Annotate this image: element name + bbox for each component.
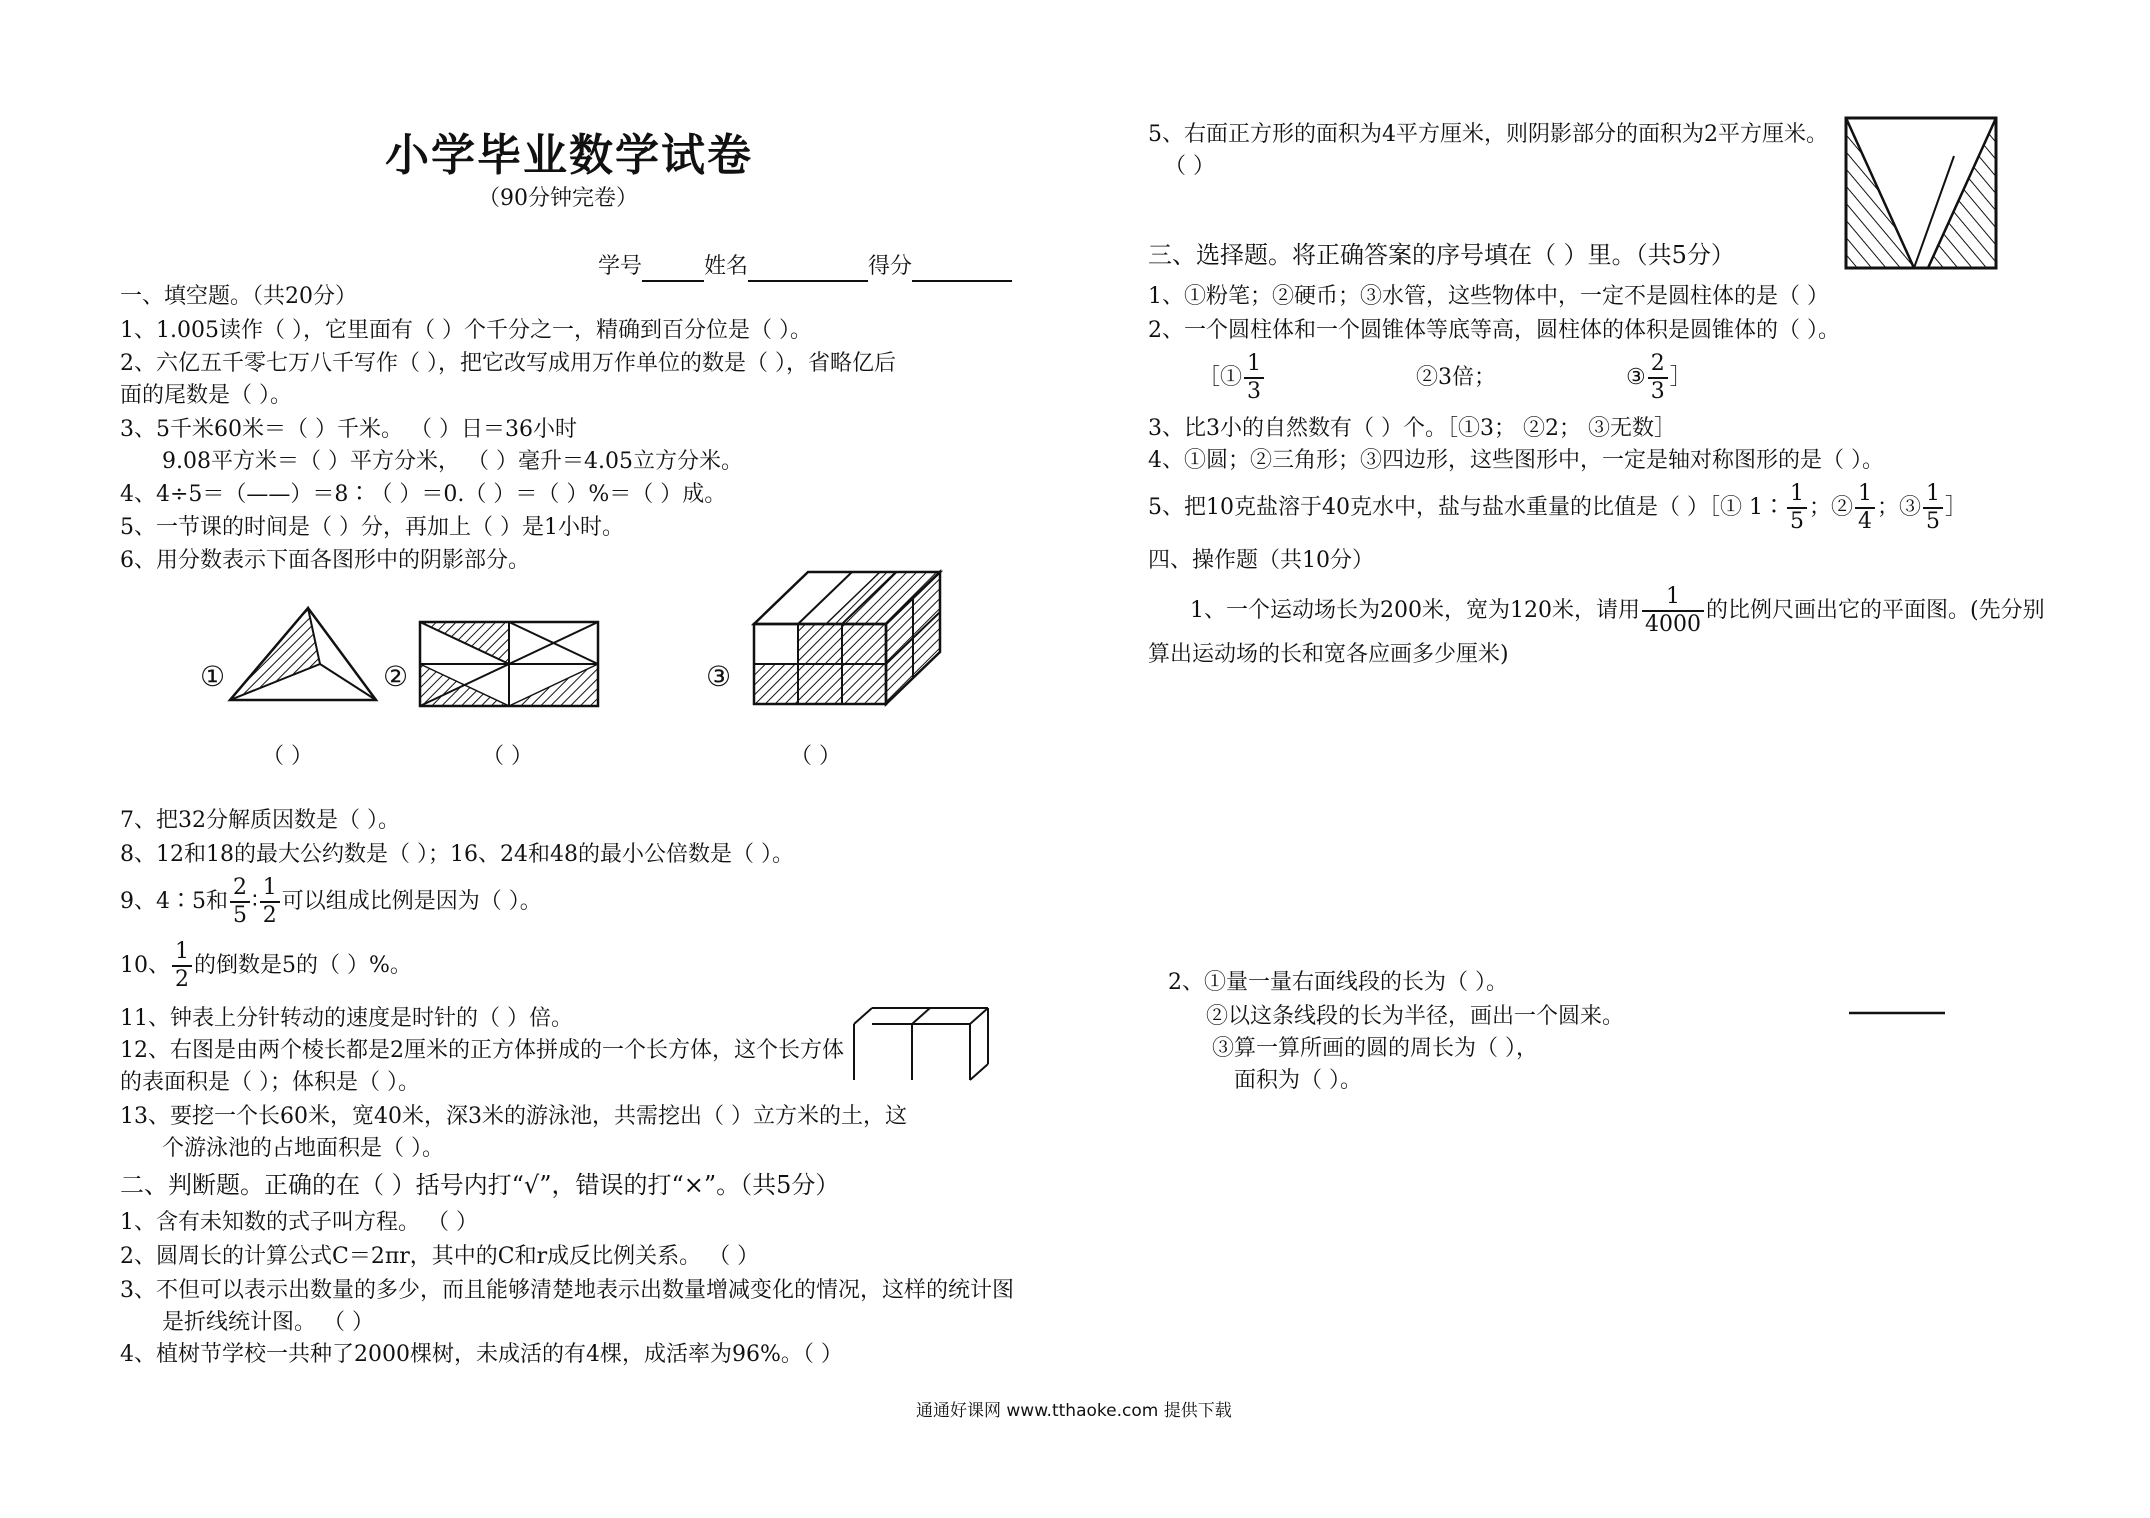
s3-q2-option1-label: ［① [1198, 365, 1243, 390]
s3-q2-options [1198, 348, 1692, 408]
s1-q9-text-a: 9、4∶5和 [120, 889, 228, 914]
section4-title: 四、操作题（共10分） [1148, 548, 1374, 573]
s1-q12-line2: 的表面积是（ ）；体积是（ ）。 [120, 1070, 420, 1095]
student-name-field[interactable] [748, 258, 868, 282]
section1-title: 一、填空题。（共20分） [120, 284, 357, 309]
numerator: 1 [1244, 351, 1264, 379]
denominator: 5 [233, 903, 247, 928]
s1-q9-text-b: 可以组成比例是因为（ ）。 [281, 889, 542, 914]
s1-q9 [120, 872, 542, 932]
figure1-triangle [228, 600, 378, 710]
s3-q2-option1-fraction [1244, 351, 1264, 405]
s1-q12-line1: 12、右图是由两个棱长都是2厘米的正方体拼成的一个长方体，这个长方体 [120, 1038, 844, 1063]
denominator: 3 [1650, 379, 1665, 404]
s1-q10-fraction [172, 939, 192, 993]
denominator: 5 [1789, 509, 1804, 534]
figure2-answer[interactable]: （ ） [482, 744, 533, 769]
s1-q3-line1: 3、5千米60米＝（ ）千米。 （ ）日＝36小时 [120, 417, 577, 442]
s3-q5-close: ］ [1945, 495, 1968, 520]
figure1-answer[interactable]: （ ） [262, 744, 313, 769]
s3-q2-option3-fraction [1648, 351, 1668, 405]
r-q5-line2: （ ） [1164, 154, 1215, 179]
s4-q1-text-b: 的比例尺画出它的平面图。(先分别 [1705, 598, 2045, 623]
s1-q1: 1、1.005读作（ ），它里面有（ ）个千分之一，精确到百分位是（ ）。 [120, 318, 812, 343]
s2-q3-line1: 3、不但可以表示出数量的多少，而且能够清楚地表示出数量增减变化的情况，这样的统计图 [120, 1278, 1015, 1303]
s2-q1: 1、含有未知数的式子叫方程。 （ ） [120, 1210, 478, 1235]
s4-q2-line3: ③算一算所画的圆的周长为（ ）， [1212, 1036, 1538, 1061]
s1-q2-line2: 面的尾数是（ ）。 [120, 383, 292, 408]
student-id-label: 学号 [598, 254, 643, 279]
s1-q13-line1: 13、要挖一个长60米，宽40米，深3米的游泳池，共需挖出（ ）立方米的土，这 [120, 1104, 907, 1129]
footer-credit: 通通好课网 www.tthaoke.com 提供下载 [916, 1401, 1232, 1421]
s3-q2-option3-label: ③ [1626, 365, 1646, 390]
s1-q8: 8、12和18的最大公约数是（ ）；16、24和48的最小公倍数是（ ）。 [120, 842, 794, 867]
student-name-label: 姓名 [704, 254, 749, 279]
s2-q4: 4、植树节学校一共种了2000棵树，未成活的有4棵，成活率为96%。（ ） [120, 1342, 843, 1367]
figure3-answer[interactable]: （ ） [790, 744, 841, 769]
denominator: 2 [262, 903, 277, 928]
s1-q9-colon: ∶ [252, 889, 258, 914]
s4-q2-line4: 面积为（ ）。 [1234, 1068, 1362, 1093]
s3-q5-fraction3 [1923, 481, 1943, 535]
denominator: 4 [1858, 509, 1872, 534]
s1-q3-line2: 9.08平方米＝（ ）平方分米， （ ）毫升＝4.05立方分米。 [162, 449, 743, 474]
denominator: 2 [175, 967, 189, 992]
s4-q1-line1 [1190, 580, 2045, 642]
s4-q1-line2: 算出运动场的长和宽各应画多少厘米) [1148, 642, 1509, 667]
s1-q9-fraction1 [230, 875, 250, 929]
numerator: 1 [1855, 481, 1875, 509]
s1-q4: 4、4÷5＝（——）＝8∶（ ）＝0.（ ）＝（ ）%＝（ ）成。 [120, 482, 727, 507]
s3-q5 [1148, 478, 1967, 538]
two-cubes-figure [852, 1006, 992, 1082]
denominator: 4000 [1644, 612, 1701, 637]
section2-title: 二、判断题。正确的在（ ）括号内打“√”，错误的打“×”。（共5分） [120, 1171, 840, 1199]
figure2-rectangle [418, 620, 600, 708]
measure-line-segment [1848, 1010, 1946, 1016]
s3-q2-close: ］ [1669, 365, 1692, 390]
figure3-label: ③ [706, 660, 732, 693]
s3-q1: 1、①粉笔；②硬币；③水管，这些物体中，一定不是圆柱体的是（ ） [1148, 284, 1829, 309]
s1-q9-fraction2 [260, 875, 280, 929]
s3-q2: 2、一个圆柱体和一个圆锥体等底等高，圆柱体的体积是圆锥体的（ ）。 [1148, 318, 1840, 343]
numerator: 1 [1642, 584, 1704, 612]
s1-q11: 11、钟表上分针转动的速度是时针的（ ）倍。 [120, 1006, 573, 1031]
student-info-row [598, 252, 1012, 282]
section3-title: 三、选择题。将正确答案的序号填在（ ）里。（共5分） [1148, 241, 1735, 269]
s4-q1-text-a: 1、一个运动场长为200米，宽为120米，请用 [1190, 598, 1640, 623]
s1-q10 [120, 936, 412, 996]
numerator: 1 [260, 875, 280, 903]
s1-q10-text-b: 的倒数是5的（ ）%。 [194, 953, 412, 978]
s1-q5: 5、一节课的时间是（ ）分，再加上（ ）是1小时。 [120, 515, 624, 540]
s2-q3-line2: 是折线统计图。 （ ） [162, 1310, 374, 1335]
s3-q3: 3、比3小的自然数有（ ）个。［①3； ②2； ③无数］ [1148, 416, 1676, 441]
square-shaded-figure [1844, 116, 1998, 270]
score-label: 得分 [868, 254, 913, 279]
numerator: 1 [1787, 481, 1807, 509]
figure3-cuboid [748, 562, 948, 712]
s3-q4: 4、①圆；②三角形；③四边形，这些图形中，一定是轴对称图形的是（ ）。 [1148, 448, 1884, 473]
s3-q5-text-b: ；② [1808, 495, 1853, 520]
numerator: 1 [1923, 481, 1943, 509]
s3-q5-fraction1 [1787, 481, 1807, 535]
s4-q1-scale-fraction [1642, 584, 1704, 638]
s2-q2: 2、圆周长的计算公式C＝2πr，其中的C和r成反比例关系。 （ ） [120, 1244, 760, 1269]
numerator: 2 [1648, 351, 1668, 379]
figure1-label: ① [200, 660, 226, 693]
s3-q5-text-c: ；③ [1877, 495, 1922, 520]
s1-q6: 6、用分数表示下面各图形中的阴影部分。 [120, 548, 530, 573]
student-id-field[interactable] [642, 258, 704, 282]
s3-q5-text-a: 5、把10克盐溶于40克水中，盐与盐水重量的比值是（ ）［① 1∶ [1148, 495, 1785, 520]
s4-q2-line2: ②以这条线段的长为半径，画出一个圆来。 [1206, 1004, 1625, 1029]
s3-q5-fraction2 [1855, 481, 1875, 535]
exam-title: 小学毕业数学试卷 [385, 130, 753, 181]
s1-q13-line2: 个游泳池的占地面积是（ ）。 [162, 1136, 444, 1161]
denominator: 5 [1926, 509, 1941, 534]
figure2-label: ② [383, 660, 409, 693]
s1-q2-line1: 2、六亿五千零七万八千写作（ ），把它改写成用万作单位的数是（ ），省略亿后 [120, 351, 896, 376]
denominator: 3 [1247, 379, 1262, 404]
exam-subtitle: （90分钟完卷） [478, 186, 638, 211]
numerator: 1 [172, 939, 192, 967]
s4-q2-line1: 2、①量一量右面线段的长为（ ）。 [1168, 970, 1508, 995]
numerator: 2 [230, 875, 250, 903]
r-q5-line1: 5、右面正方形的面积为4平方厘米，则阴影部分的面积为2平方厘米。 [1148, 122, 1828, 147]
score-field[interactable] [912, 258, 1012, 282]
s1-q10-text-a: 10、 [120, 953, 170, 978]
s1-q7: 7、把32分解质因数是（ ）。 [120, 808, 400, 833]
s3-q2-option2: ②3倍； [1416, 365, 1497, 390]
